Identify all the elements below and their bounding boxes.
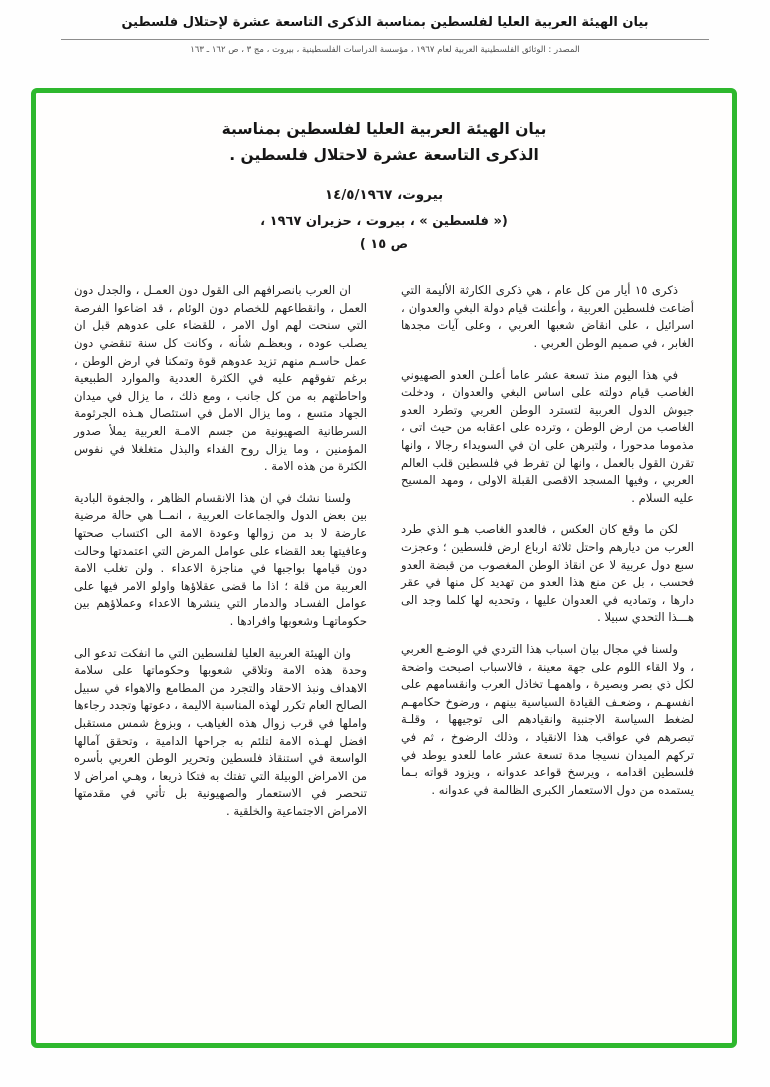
paragraph: في هذا اليوم منذ تسعة عشر عاما أعلـن العدو الصهيوني الغاصب قيام دولته على اساس البغي والعدوان ، ودخلت جيوش الدول العربية لتسترد الوطن العربي وتطرد العدو الغاصب من ارض الوطن ، وترده على اعقابه من حيث اتى ، مذموما مدحورا ، ولتبرهن على ان في السويداء رجالا ، وانها تقرن القول بالعمل ، وانها لن تفرط في فلسطين قلب العالم العربي ، وفيها المسجد الاقصى القبلة الاولى ، ومهد المسيح عليه السلام . [401,367,694,505]
document-reference-line2: ص ١٥ ) [359,236,409,252]
paragraph: ذكرى ١٥ أيار من كل عام ، هي ذكرى الكارثة الأليمة التي أضاعت فلسطين العربية ، وأعلنت قيام دولة البغي والعدوان ، اسرائيل ، على انقاض شعبها العربي ، وعلى آيات مجدها الغابر ، في صميم الوطن العربي . [401,283,694,351]
document-frame [31,88,737,1048]
column-right [401,282,694,834]
document-reference-line1: (« فلسطين » ، بيروت ، حزيران ١٩٦٧ ، [260,213,508,229]
page-header [0,0,770,55]
paragraph: ولسنا نشك في ان هذا الانقسام الظاهر ، والجفوة البادية بين بعض الدول والجماعات العربية ، انمــا هي حالة مرضية عارضة لا بد من زوالها وعودة الامة الى اكتساب صحتها وعافيتها بعد القضاء على عوامل المرض التي اعتمدتها وحالت دون قيامها بواجبها في مناجزة الاعداء . ولن تغلب الامة العربية من قلة ؛ اذا ما قضى عقلاؤها واولو الامر فيها على عوامل الفسـاد والدمار التي ينشرها الاعداء وعملاؤهم بين حكوماتهـا وشعوبها وافرادها . [74,490,367,628]
header-title: بيان الهيئة العربية العليا لفلسطين بمناسبة الذكرى التاسعة عشرة لإحتلال فلسطين [121,15,649,30]
header-source-citation: المصدر : الوثائق الفلسطينية العربية لعام ١٩٦٧ ، مؤسسة الدراسات الفلسطينية ، بيروت ، مج ٣ ، ص ١٦٢ ـ ١٦٣ [190,45,580,56]
document-title-line1: بيان الهيئة العربية العليا لفلسطين بمناسبة [221,120,547,138]
document-meta [74,184,694,256]
paragraph: ولسنا في مجال بيان اسباب هذا التردي في الوضـع العربي ، ولا القاء اللوم على جهة معينة ، فالاسباب اصبحت واضحة لكل ذي بصر وبصيرة ، واهمهـا تخاذل العرب وانقسامهم على انفسهـم ، وضعـف القيادة السياسية بينهم ، ورضوخ حكامهـم لضغط السياسة الاجنبية وانقيادهم الى توجيهها ، وقلـة تبصرهم في عواقب هذا الانقياد ، وذلك الرضوخ ، ثم في تركهم الميدان نسيجا مدة تسعة عشر عاما للعدو يوطد في فلسطين اقدامه ، ويرسخ قواعد عدوانه ، ويزود قواته بـما يستمده من دول الاستعمار الكبرى الظالمة في عدوانه . [401,641,694,797]
paragraph: ان العرب بانصرافهم الى القول دون العمـل ، والجدل دون العمل ، وانقطاعهم للخصام دون الوئام ، قد اضاعوا الفرصة التي سنحت لهم اول الامر ، للقضاء على عدوهم قبل ان يصلب عوده ، وبعظـم شأنه ، وكانت كل سنة تنقضي دون عمل حاسـم منهم تزيد عدوهم قوة وتمكنا في ارض الوطن ، برغم تفوقهم عليه في الكثرة العددية والموارد الطبيعية واحاطتهم به من كل جانب ، ومع ذلك ، ما يزال في ميدان الجهاد متسع ، وما يزال الامل في استئصال هـذه الجرثومة السرطانية الصهيونية من جسم الامـة العربية يملأ صدور المؤمنين ، وما يزال روح الفداء والبذل متغلغلا في نفوس الكثرة من هذه الامة . [74,283,367,474]
text-columns [74,282,694,834]
document-date: بيروت، ١٤/٥/١٩٦٧ [324,187,444,204]
paragraph: وان الهيئة العربية العليا لفلسطين التي ما انفكت تدعو الى وحدة هذه الامة وتلاقي شعوبها وحكوماتها على سلامة الاهداف ونبذ الاحقاد والتجرد من المطامع والاهواء في سبيل الصالح العام تكرر لهذه المناسبة الاليمة ، دعوتها وتجدد رجاءها واملها في قرب زوال هذه الغياهب ، وبزوغ شمس مستقبل افضل لهـذه الامة لتلئم به جراحها الدامية ، وتحقق آمالها الواسعة في استنقاذ فلسطين وتحرير الوطن العربي بأسره من الامراض الوبيلة التي تفتك به فتكا ذريعا ، وهـي امراض لا تنحصر في الاستعمار والصهيونية بل تأتي في مقدمتها الامراض الاجتماعية والخلقية . [74,645,367,818]
document-title-line2: الذكرى التاسعة عشرة لاحتلال فلسطين . [229,145,539,164]
column-left [74,282,367,834]
paragraph: لكن ما وقع كان العكس ، فالعدو الغاصب هـو الذي طرد العرب من ديارهم واحتل ثلاثة ارباع ارض فلسطين ؛ وعجزت سبع دول عربية لا عن انقاذ الوطن المغصوب من قبضة العدو فحسب ، بل عن منع هذا العدو من تهديد كل منها في عقر دارها ، وتماديه في العدوان عليها ، وتحديه لها كلما وجد الى هـــذا التحدي سبيلا . [401,522,694,625]
header-divider [61,39,709,40]
document-title [74,117,694,168]
